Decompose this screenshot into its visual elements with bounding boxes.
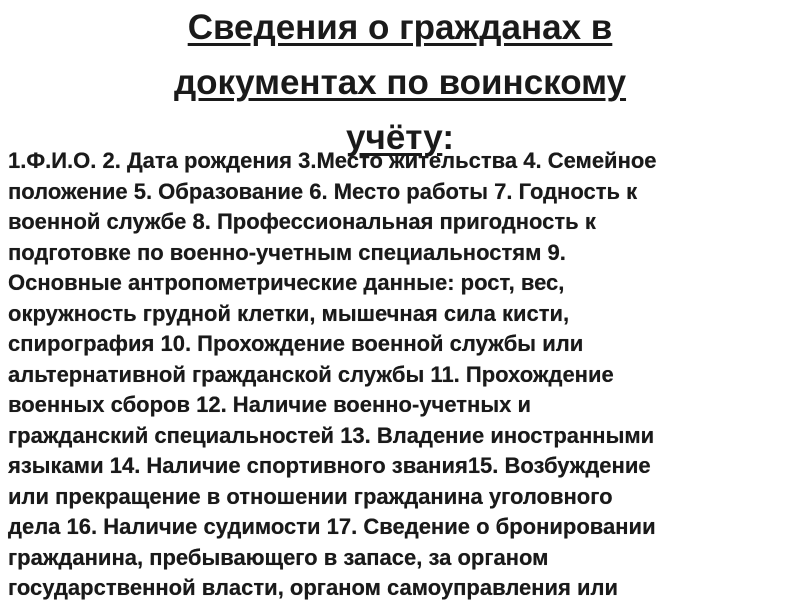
body-line: или прекращение в отношении гражданина уголовного [8, 483, 613, 509]
body-line: 1.Ф.И.О. 2. Дата рождения 3.Место жительства 4. Семейное [8, 148, 657, 173]
body-line: военной службе 8. Профессиональная пригодность к [8, 209, 596, 234]
body-line: альтернативной гражданской службы 11. Прохождение [8, 361, 614, 387]
slide-title [0, 0, 800, 165]
body-line: гражданина, пребывающего в запасе, за органом [8, 544, 549, 570]
body-line: военных сборов 12. Наличие военно-учетных и [8, 392, 531, 417]
body-line: языками 14. Наличие спортивного звания15. Возбуждение [8, 453, 651, 478]
title-colon: : [442, 118, 454, 157]
body-text [8, 146, 792, 600]
body-line: положение 5. Образование 6. Место работы 7. Годность к [8, 178, 638, 204]
body-line: подготовке по военно-учетным специальностям 9. [8, 239, 566, 265]
title-line-2: документах по воинскому [173, 63, 627, 102]
body-line: спирография 10. Прохождение военной службы или [8, 331, 584, 356]
body-line: окружность грудной клетки, мышечная сила кисти, [8, 300, 570, 326]
body-line: дела 16. Наличие судимости 17. Сведение о бронировании [8, 514, 656, 539]
body-line: гражданский специальностей 13. Владение иностранными [8, 422, 655, 448]
body-line: государственной власти, органом самоуправления или [8, 575, 619, 600]
title-line-1: Сведения о гражданах в [187, 8, 613, 47]
title-line-3: учёту: [346, 118, 454, 157]
body-line: Основные антропометрические данные: рост, вес, [8, 270, 565, 295]
